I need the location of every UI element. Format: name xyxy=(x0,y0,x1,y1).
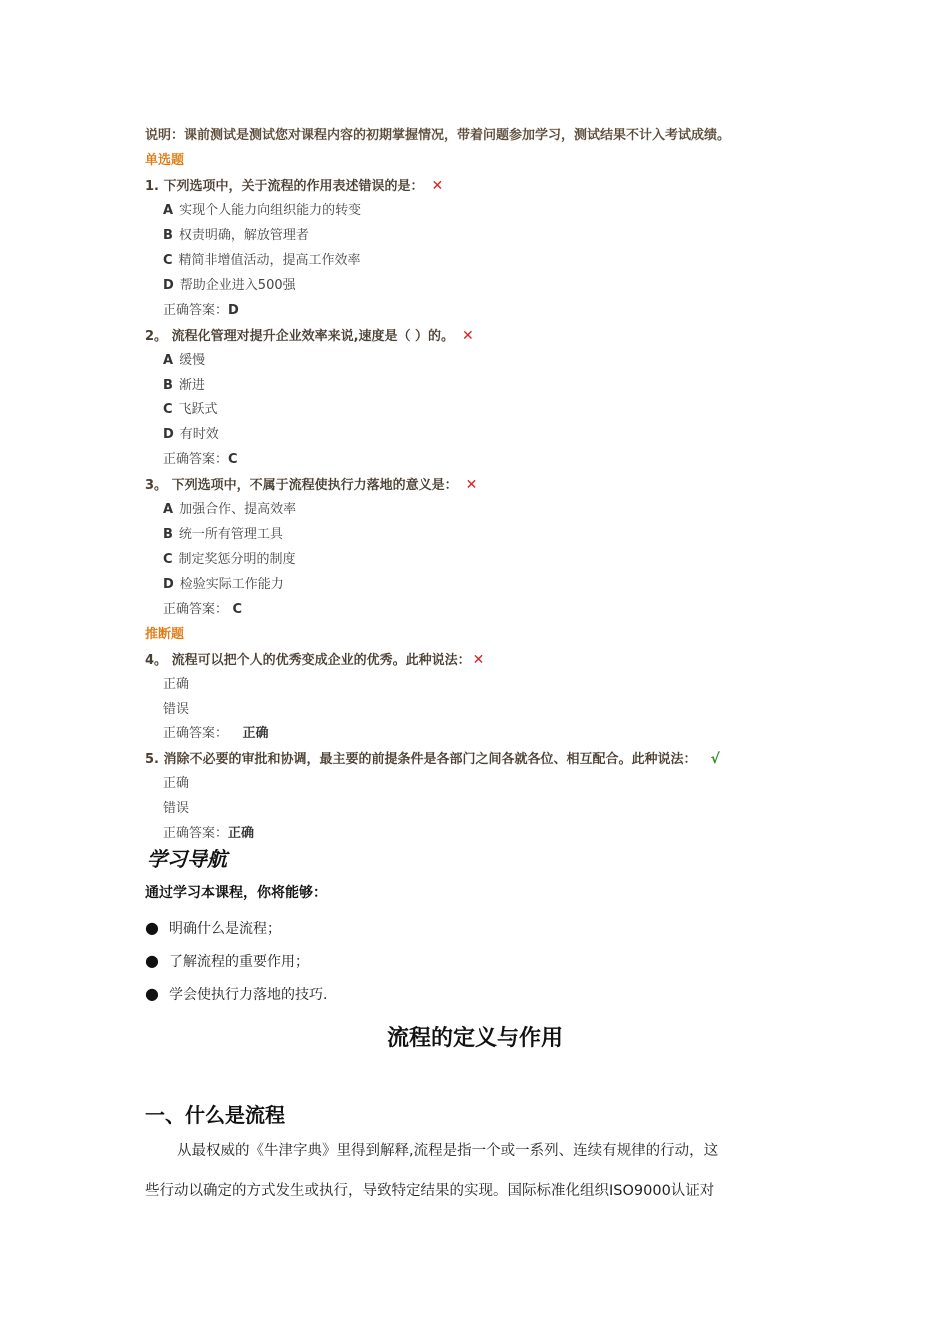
option-row xyxy=(163,277,296,295)
option-text: 渐进 xyxy=(178,378,205,393)
option-row xyxy=(163,252,361,270)
option-key: B xyxy=(163,228,173,243)
option-row xyxy=(163,676,189,694)
learning-goal-item xyxy=(145,985,327,1004)
answer-value: 正确 xyxy=(238,726,269,741)
option-text: 有时效 xyxy=(179,427,219,442)
option-row xyxy=(163,202,361,220)
question-text: 1. 下列选项中，关于流程的作用表述错误的是： xyxy=(145,179,424,194)
option-key: A xyxy=(163,203,174,218)
option-row xyxy=(163,352,205,370)
paragraph-line: 些行动以确定的方式发生或执行，导致特定结果的实现。国际标准化组织ISO9000认证对 xyxy=(145,1183,715,1199)
option-row xyxy=(163,526,283,544)
option-row xyxy=(163,800,189,818)
answer-row xyxy=(163,451,238,469)
option-key: B xyxy=(163,527,173,542)
option-text: 实现个人能力向组织能力的转变 xyxy=(179,203,362,218)
option-text: 精简非增值活动，提高工作效率 xyxy=(178,253,361,268)
answer-label: 正确答案： xyxy=(163,303,229,318)
answer-label: 正确答案： xyxy=(163,726,229,741)
chapter-title: 流程的定义与作用 xyxy=(386,1026,563,1051)
answer-label: 正确答案： xyxy=(163,452,229,467)
option-row xyxy=(163,775,189,793)
learning-nav-intro: 通过学习本课程，你将能够： xyxy=(145,885,327,901)
goal-text: 明确什么是流程； xyxy=(168,921,281,937)
question-text: 3。 下列选项中，不属于流程使执行力落地的意义是： xyxy=(145,478,458,493)
option-key: C xyxy=(163,552,173,567)
wrong-mark-icon: ✕ xyxy=(472,652,485,668)
question-text: 2。 流程化管理对提升企业效率来说,速度是（ ）的。 xyxy=(145,329,455,344)
section-label-judgement: 推断题 xyxy=(145,627,185,642)
answer-row xyxy=(163,601,242,619)
answer-label: 正确答案： xyxy=(163,602,229,617)
answer-row xyxy=(163,825,254,843)
goal-text: 学会使执行力落地的技巧. xyxy=(168,987,328,1003)
option-text: 帮助企业进入500强 xyxy=(179,278,296,293)
option-row xyxy=(163,377,205,395)
option-text: 加强合作、提高效率 xyxy=(179,502,297,517)
answer-value: C xyxy=(228,452,238,467)
option-key: A xyxy=(163,502,174,517)
option-row xyxy=(163,401,218,419)
learning-nav-title: 学习导航 xyxy=(147,847,227,871)
section-heading: 一、什么是流程 xyxy=(145,1103,285,1127)
option-text: 统一所有管理工具 xyxy=(178,527,283,542)
option-text: 错误 xyxy=(163,702,190,717)
wrong-mark-icon: ✕ xyxy=(462,328,474,344)
option-text: 检验实际工作能力 xyxy=(179,577,284,592)
option-key: D xyxy=(163,427,174,442)
option-row xyxy=(163,551,296,569)
paragraph-line: 从最权威的《牛津字典》里得到解释,流程是指一个或一系列、连续有规律的行动，这 xyxy=(177,1143,719,1159)
question-text: 4。 流程可以把个人的优秀变成企业的优秀。此种说法： xyxy=(145,653,471,668)
question-3 xyxy=(145,476,477,495)
section-label-single-choice: 单选题 xyxy=(145,153,185,168)
answer-value: 正确 xyxy=(228,826,255,841)
bullet-icon: ● xyxy=(145,984,159,1003)
option-text: 制定奖惩分明的制度 xyxy=(178,552,296,567)
option-key: C xyxy=(163,402,173,417)
question-1 xyxy=(145,177,443,196)
question-2 xyxy=(145,327,474,346)
question-text: 5. 消除不必要的审批和协调，最主要的前提条件是各部门之间各就各位、相互配合。此种说法： xyxy=(145,752,697,767)
option-row xyxy=(163,501,296,519)
option-key: A xyxy=(163,353,174,368)
option-key: B xyxy=(163,378,173,393)
option-row xyxy=(163,701,189,719)
option-text: 正确 xyxy=(163,776,190,791)
option-text: 错误 xyxy=(163,801,190,816)
answer-label: 正确答案： xyxy=(163,826,229,841)
answer-value: C xyxy=(228,602,243,617)
option-key: D xyxy=(163,278,174,293)
option-key: C xyxy=(163,253,173,268)
goal-text: 了解流程的重要作用； xyxy=(168,954,309,970)
answer-row xyxy=(163,302,239,320)
option-row xyxy=(163,576,284,594)
option-key: D xyxy=(163,577,174,592)
intro-note: 说明：课前测试是测试您对课程内容的初期掌握情况，带着问题参加学习，测试结果不计入考试成绩。 xyxy=(145,128,731,143)
option-text: 缓慢 xyxy=(179,353,206,368)
option-text: 正确 xyxy=(163,677,190,692)
bullet-icon: ● xyxy=(145,951,159,970)
option-row xyxy=(163,227,309,245)
question-4 xyxy=(145,651,484,670)
wrong-mark-icon: ✕ xyxy=(431,178,444,194)
question-5 xyxy=(145,750,720,769)
learning-goal-item xyxy=(145,919,281,938)
option-row xyxy=(163,426,219,444)
answer-value: D xyxy=(228,303,239,318)
option-text: 飞跃式 xyxy=(178,402,218,417)
option-text: 权责明确，解放管理者 xyxy=(178,228,309,243)
check-mark-icon: √ xyxy=(710,751,720,767)
wrong-mark-icon: ✕ xyxy=(465,477,478,493)
bullet-icon: ● xyxy=(145,918,159,937)
learning-goal-item xyxy=(145,952,309,971)
answer-row xyxy=(163,725,269,743)
